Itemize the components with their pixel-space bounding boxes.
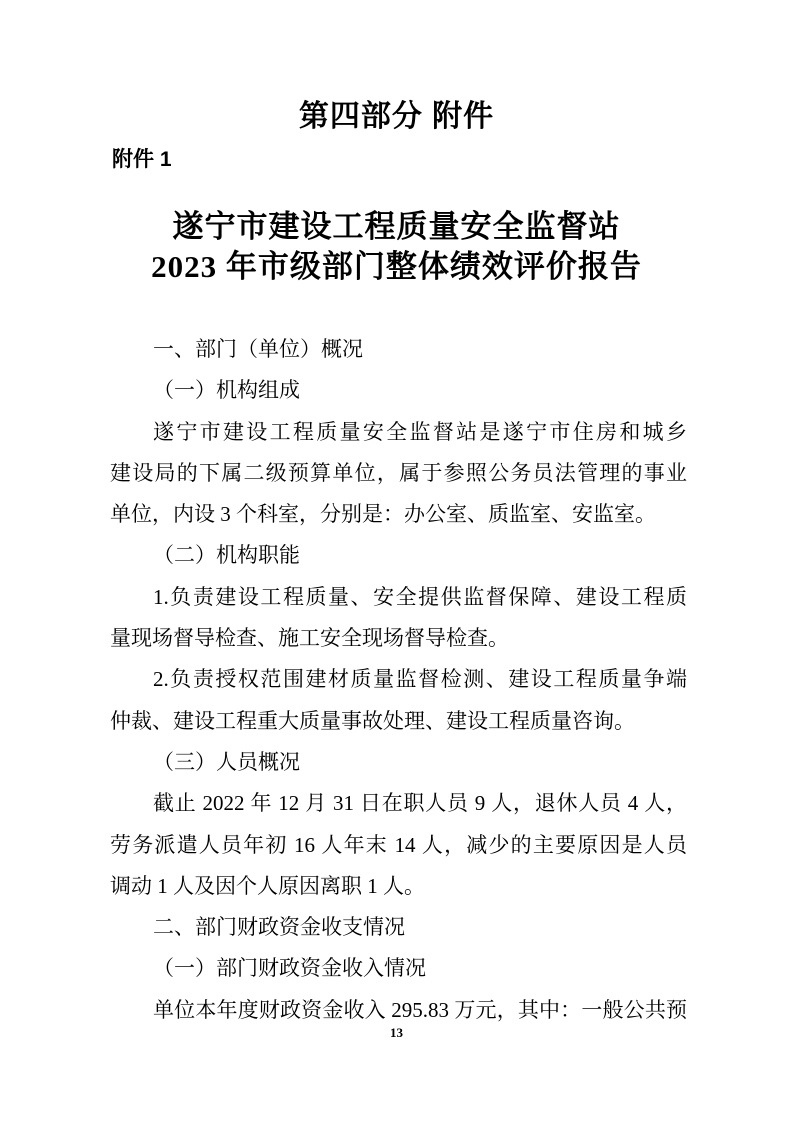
body-line: 劳务派遣人员年初 16 人年末 14 人，减少的主要原因是人员	[110, 832, 687, 857]
body-line: 单位本年度财政资金收入 295.83 万元，其中：一般公共预	[153, 997, 687, 1022]
body-line: 遂宁市建设工程质量安全监督站是遂宁市住房和城乡	[153, 419, 687, 444]
page-number: 13	[390, 1025, 403, 1040]
body-line: 单位，内设 3 个科室，分别是：办公室、质监室、安监室。	[110, 502, 656, 527]
report-title-line2: 2023 年市级部门整体绩效评价报告	[151, 249, 642, 284]
body-line: （一）部门财政资金收入情况	[153, 956, 426, 981]
body-line: 二、部门财政资金收支情况	[153, 915, 405, 940]
body-line: 截止 2022 年 12 月 31 日在职人员 9 人，退休人员 4 人，	[153, 791, 687, 816]
body-line: 仲裁、建设工程重大质量事故处理、建设工程质量咨询。	[110, 708, 635, 733]
report-title	[0, 207, 793, 287]
body-lines	[110, 329, 687, 1031]
body-line: 调动 1 人及因个人原因离职 1 人。	[110, 873, 425, 898]
attachment-label: 附件 1	[112, 148, 172, 171]
body-line: 建设局的下属二级预算单位，属于参照公务员法管理的事业	[110, 460, 687, 485]
body-line: 一、部门（单位）概况	[153, 337, 363, 361]
body-line: 2.负责授权范围建材质量监督检测、建设工程质量争端	[153, 667, 687, 692]
body-line: 量现场督导检查、施工安全现场督导检查。	[110, 626, 509, 651]
part-heading: 第四部分 附件	[298, 100, 495, 133]
body-line: （二）机构职能	[153, 543, 300, 568]
body-line: 1.负责建设工程质量、安全提供监督保障、建设工程质	[153, 584, 687, 609]
report-title-line1: 遂宁市建设工程质量安全监督站	[172, 209, 621, 244]
body-line: （三）人员概况	[153, 749, 300, 774]
body-line: （一）机构组成	[153, 378, 300, 403]
